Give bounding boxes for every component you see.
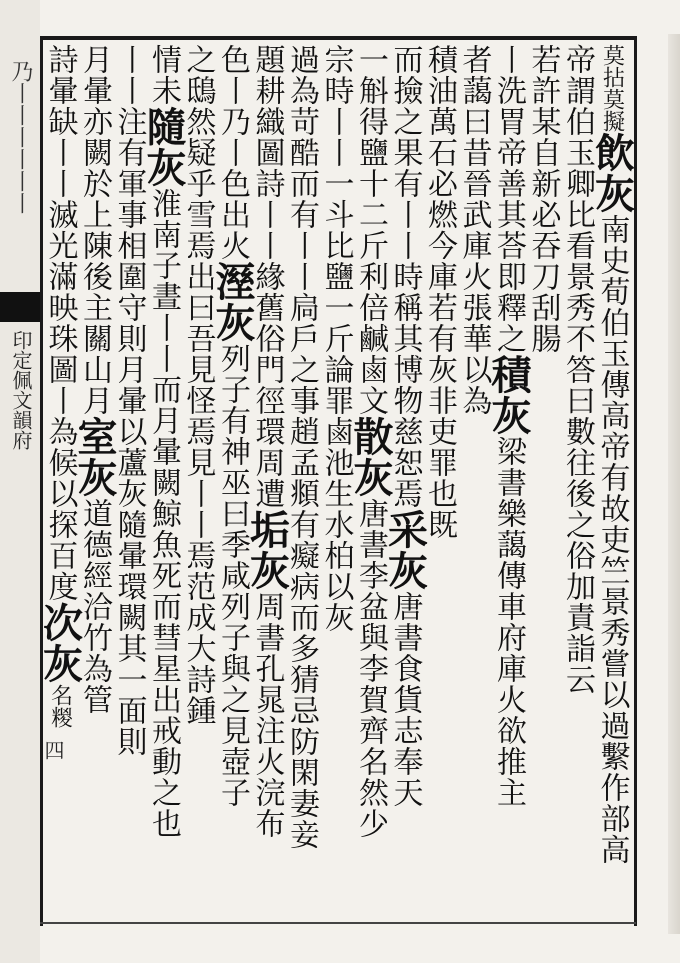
fishtail-mark (0, 292, 40, 322)
text-segment: 者藹曰昔晉武庫火張華以為 (456, 44, 492, 416)
frame-bottom-border (40, 922, 636, 924)
text-segment: 而撿之果有丨丨時稱其博物慈恕焉 (387, 44, 423, 509)
text-column-17 (36, 44, 84, 916)
text-segment: 詩暈缺丨丨滅光滿映珠圖 (42, 44, 78, 385)
headword: 飲灰 (588, 132, 636, 214)
text-segment: 題耕織圖詩丨丨緣舊俗門徑環周遭 (249, 44, 285, 509)
text-segment: 周書孔晁注火浣布 (249, 591, 285, 839)
adjacent-page-text: 乃丨丨丨丨丨丨 (8, 60, 33, 214)
text-column-4 (485, 44, 532, 916)
text-column-6 (421, 44, 457, 916)
text-segment: 丨丨注有軍事相圍守則月暈以蘆灰隨暈環闕其一面則 (111, 44, 147, 757)
headword: 采灰 (381, 509, 429, 591)
headword: 垢灰 (243, 509, 291, 591)
spine-title: 印定佩文韻府 (9, 330, 33, 450)
text-column-5 (456, 44, 492, 916)
text-segment: 之鴟然疑乎雪焉 (180, 44, 216, 261)
text-column-3 (525, 44, 561, 916)
text-segment: 鹵池生水柏以灰 (318, 416, 354, 633)
headword: 次灰 (36, 602, 84, 684)
text-segment: 梁書樂藹傳車府庫火欲推主 (491, 436, 526, 808)
text-segment: 名糉 (47, 684, 73, 728)
text-segment: 若許某自新必吞刀刮腸 (525, 44, 561, 354)
headword: 室灰 (71, 416, 118, 498)
text-segment: 過為苛酷而有丨丨扃戶之事趙孟頫 (284, 44, 319, 509)
text-column-16 (71, 44, 118, 916)
text-segment: 情未 (146, 44, 181, 106)
text-column-11 (243, 44, 291, 916)
text-segment: 唐書食貨志奉天 (387, 591, 423, 808)
text-segment: 宗時丨丨一斗比鹽一斤論罪 (318, 44, 354, 416)
text-segment: 淮南子晝丨丨而月暈闕鯨魚死而彗星出戒動之也 (146, 188, 181, 839)
headword: 隨灰 (140, 106, 187, 188)
text-column-9 (318, 44, 354, 916)
text-segment: 丨洗胃帝善其荅即釋之 (491, 44, 526, 354)
page-number: 四 (41, 740, 65, 760)
text-segment: 丨為候以探百度 (42, 385, 78, 602)
text-segment: 一斛得鹽十二斤利倍鹹鹵文 (353, 44, 388, 416)
text-segment: 南史荀伯玉傳高帝有故吏竺景秀嘗以過繫作部高 (594, 214, 630, 865)
text-column-1 (588, 44, 636, 916)
text-segment: 唐書李盆與李賀齊名然少 (353, 498, 388, 839)
headword: 溼灰 (209, 261, 256, 343)
text-segment: 莫擬 (599, 88, 625, 132)
text-segment: 莫拈 (599, 44, 625, 88)
text-column-8 (347, 44, 394, 916)
text-segment: 積油萬石必燃今庫若有灰非吏罪也既 (422, 44, 457, 540)
text-column-14 (140, 44, 187, 916)
text-segment: 有癡病而多猜忌防閑妻妾 (284, 509, 319, 850)
page-edge-right (668, 34, 680, 934)
text-segment: 月暈亦闕於上陳後主關山月 (77, 44, 112, 416)
text-segment: 列子有神巫曰季咸列子與之見壺子 (215, 343, 250, 808)
text-segment: 色丨乃丨色出火 (215, 44, 250, 261)
headword: 散灰 (347, 416, 394, 498)
text-segment: 道德經洽竹為管 (77, 498, 112, 715)
text-column-2 (559, 44, 595, 916)
text-column-12 (209, 44, 256, 916)
text-segment: 帝謂伯玉卿比看景秀不答曰數往後之俗加責詣云 (560, 44, 595, 695)
frame-top-border (40, 36, 636, 40)
text-column-10 (283, 44, 319, 916)
text-segment: 出曰吾見怪焉見丨丨焉范成大詩鍾 (180, 261, 216, 726)
headword: 積灰 (485, 354, 532, 436)
